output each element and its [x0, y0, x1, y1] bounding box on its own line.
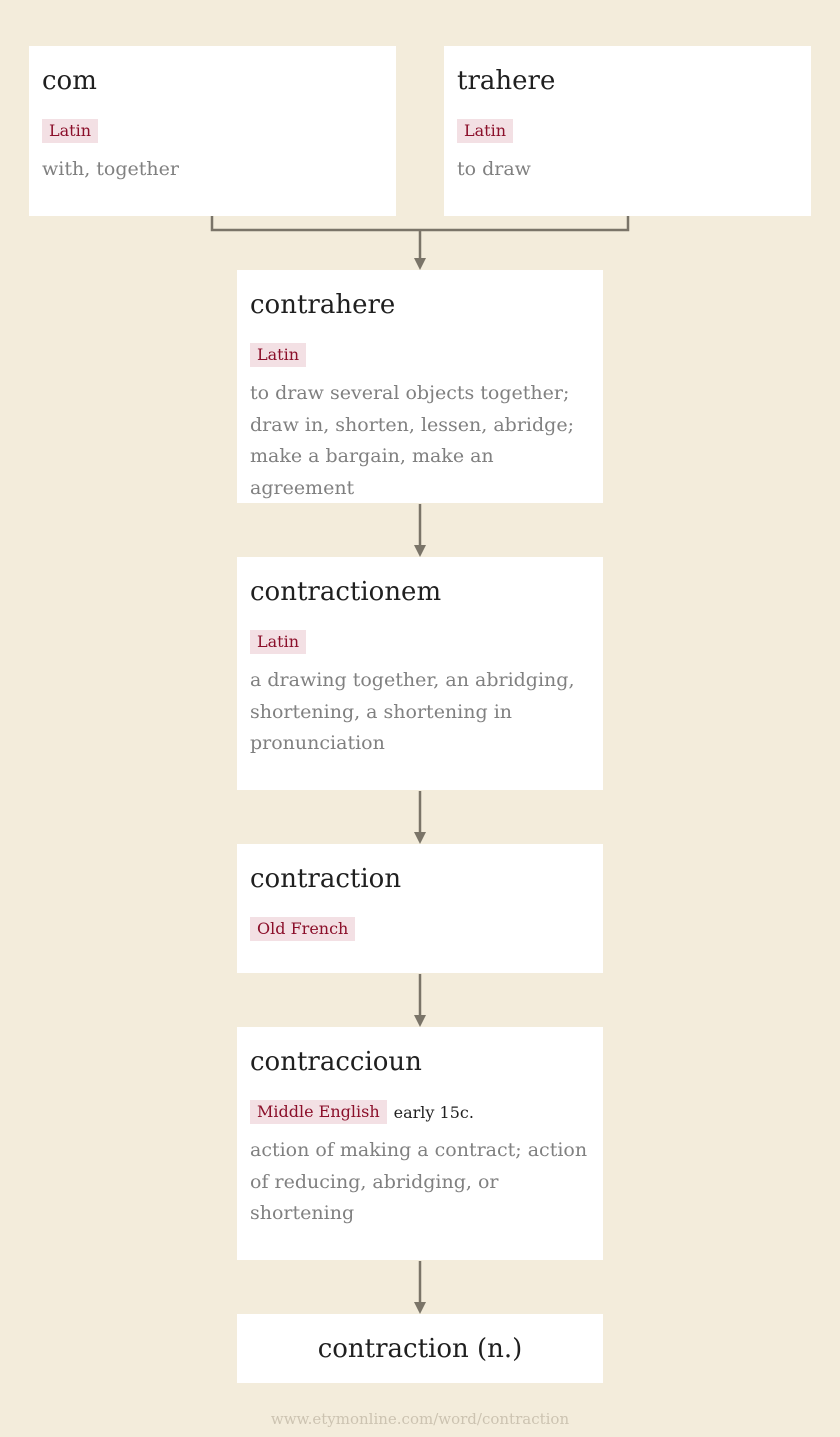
node-contrahere: [237, 270, 603, 503]
merge-connector: [212, 216, 628, 260]
node-word: contraccioun: [250, 1047, 422, 1077]
arrowhead-5: [414, 1302, 426, 1314]
node-word: com: [42, 66, 97, 96]
arrowhead-2: [414, 545, 426, 557]
language-tag: Latin: [250, 630, 306, 654]
arrowhead-3: [414, 832, 426, 844]
node-definition: action of making a contract; action of reducing, abridging, or shortening: [250, 1139, 588, 1224]
final-word: contraction (n.): [317, 1333, 523, 1364]
node-contractionem: [237, 557, 603, 790]
language-tag: Latin: [42, 119, 98, 143]
node-word: trahere: [457, 66, 556, 96]
source-url: www.etymonline.com/word/contraction: [270, 1410, 570, 1428]
node-definition: to draw: [457, 158, 531, 180]
node-definition: to draw several objects together; draw in, shorten, lessen, abridge; make a bargain, make an agreement: [250, 382, 574, 499]
node-contraction-old-french: [237, 844, 603, 973]
node-contraccioun: [237, 1027, 603, 1260]
node-word: contractionem: [250, 577, 442, 607]
language-tag: Latin: [457, 119, 513, 143]
arrowhead-4: [414, 1015, 426, 1027]
language-tag: Old French: [250, 917, 355, 941]
node-definition: with, together: [42, 158, 179, 180]
node-word: contraction: [250, 864, 402, 894]
language-tag: Latin: [250, 343, 306, 367]
date-label: early 15c.: [393, 1102, 474, 1122]
node-trahere: [444, 46, 811, 216]
arrowhead-1: [414, 258, 426, 270]
node-com: [29, 46, 396, 216]
language-tag: Middle English: [250, 1100, 387, 1124]
node-word: contrahere: [250, 290, 396, 320]
node-definition: a drawing together, an abridging, shortening, a shortening in pronunciation: [250, 669, 575, 754]
final-word-node: [237, 1314, 603, 1383]
